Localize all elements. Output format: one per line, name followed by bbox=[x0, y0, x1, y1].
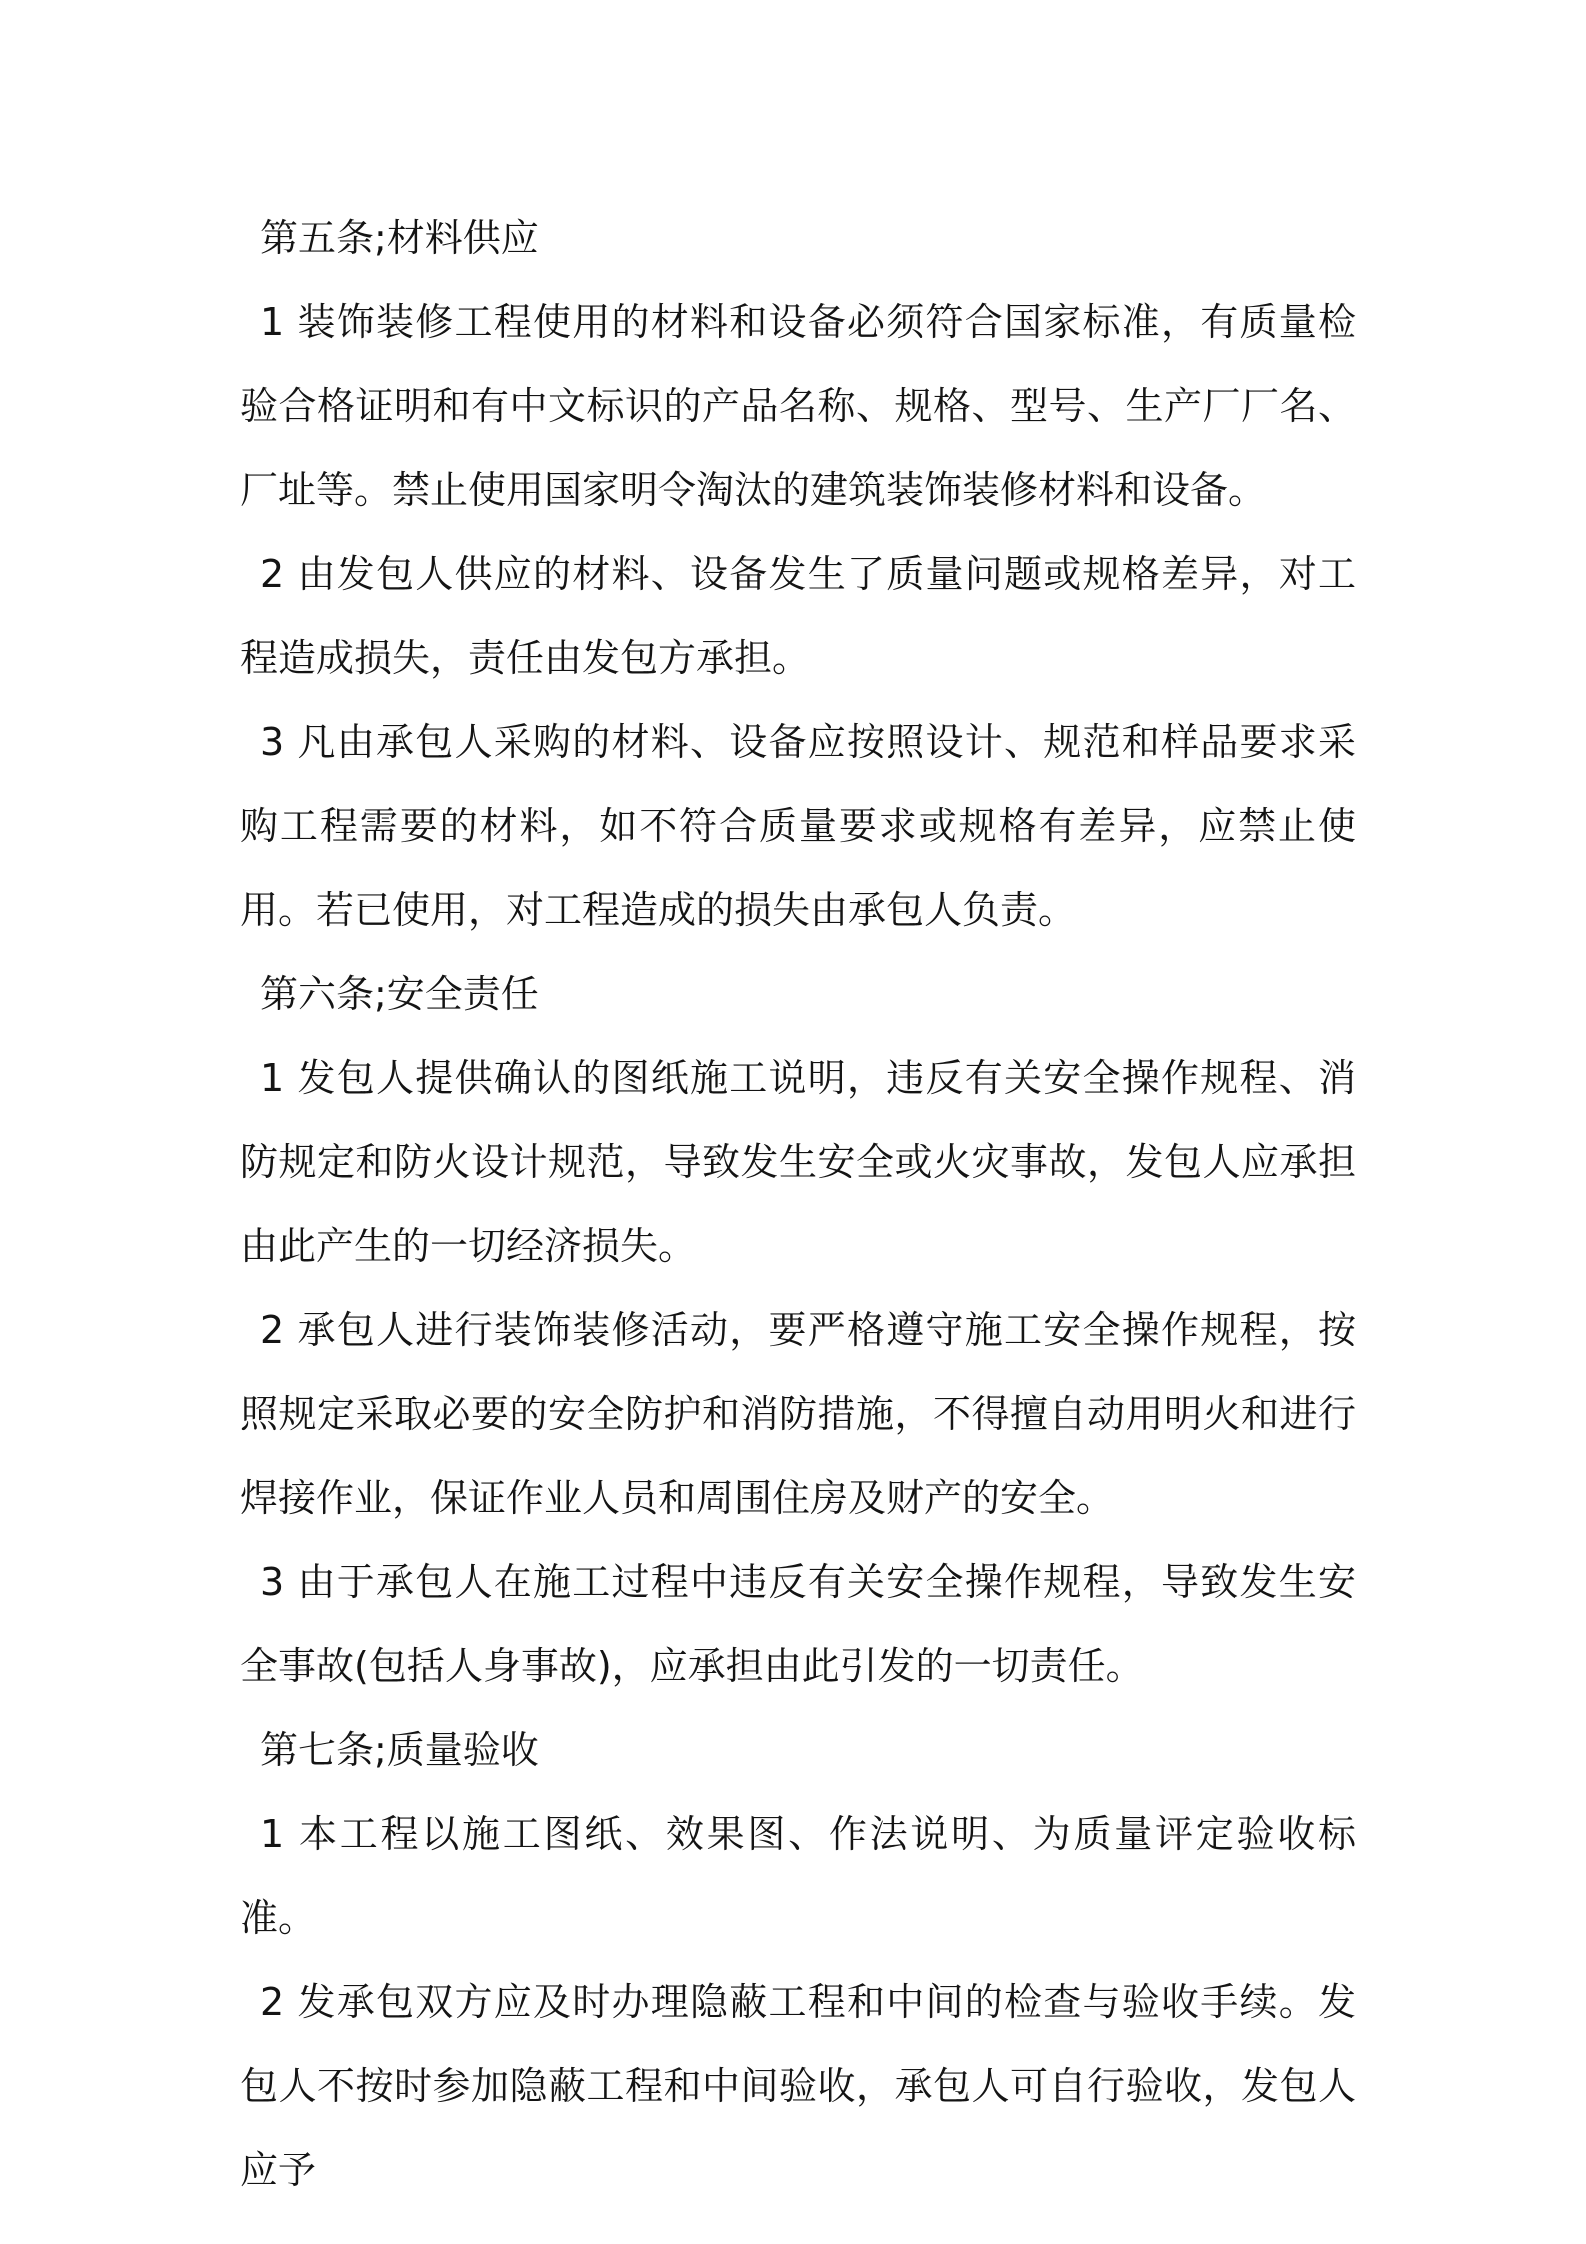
clause-7-2: 2 发承包双方应及时办理隐蔽工程和中间的检查与验收手续。发包人不按时参加隐蔽工程和中间验收，承包人可自行验收，发包人应予 bbox=[240, 1980, 1356, 2192]
section-heading-6: 第六条;安全责任 bbox=[260, 972, 539, 1016]
section-heading-7: 第七条;质量验收 bbox=[260, 1728, 539, 1772]
section-heading-5: 第五条;材料供应 bbox=[260, 216, 539, 260]
document-body bbox=[240, 196, 1356, 2212]
clause-6-3: 3 由于承包人在施工过程中违反有关安全操作规程，导致发生安全事故(包括人身事故)，应承担由此引发的一切责任。 bbox=[240, 1560, 1356, 1688]
clause-7-1: 1 本工程以施工图纸、效果图、作法说明、为质量评定验收标准。 bbox=[240, 1812, 1356, 1940]
clause-5-2: 2 由发包人供应的材料、设备发生了质量问题或规格差异，对工程造成损失，责任由发包方承担。 bbox=[240, 552, 1356, 680]
clause-5-3: 3 凡由承包人采购的材料、设备应按照设计、规范和样品要求采购工程需要的材料，如不符合质量要求或规格有差异，应禁止使用。若已使用，对工程造成的损失由承包人负责。 bbox=[240, 720, 1356, 932]
clause-6-2: 2 承包人进行装饰装修活动，要严格遵守施工安全操作规程，按照规定采取必要的安全防护和消防措施，不得擅自动用明火和进行焊接作业，保证作业人员和周围住房及财产的安全。 bbox=[240, 1308, 1356, 1520]
clause-6-1: 1 发包人提供确认的图纸施工说明，违反有关安全操作规程、消防规定和防火设计规范，导致发生安全或火灾事故，发包人应承担由此产生的一切经济损失。 bbox=[240, 1056, 1356, 1268]
clause-5-1: 1 装饰装修工程使用的材料和设备必须符合国家标准，有质量检验合格证明和有中文标识的产品名称、规格、型号、生产厂厂名、厂址等。禁止使用国家明令淘汰的建筑装饰装修材料和设备。 bbox=[240, 300, 1356, 512]
